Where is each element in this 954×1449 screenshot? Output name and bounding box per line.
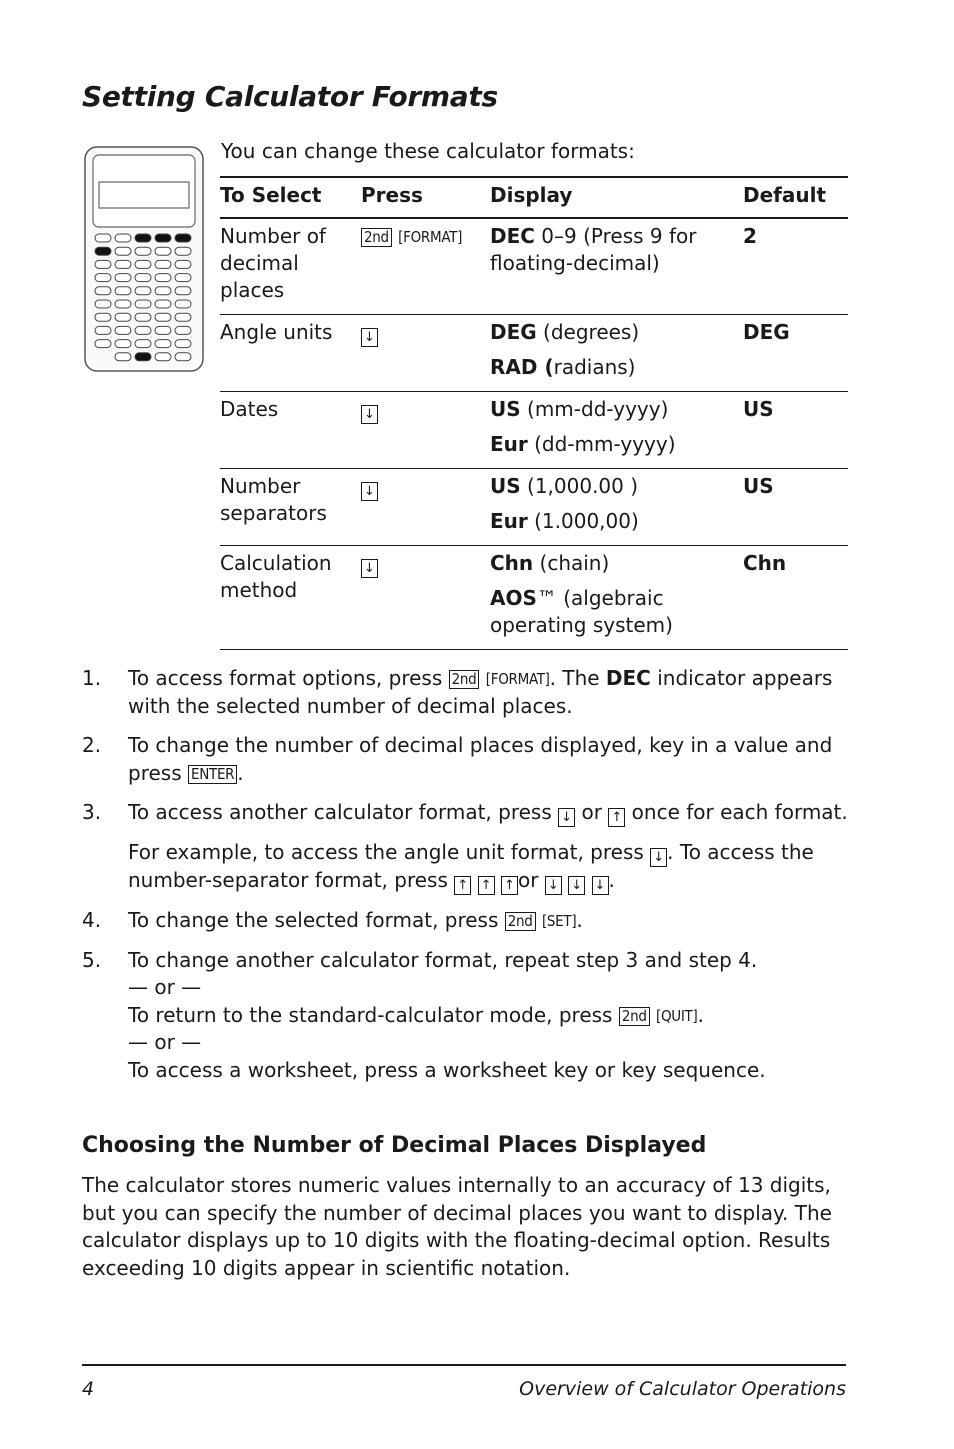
page-title: Setting Calculator Formats [82, 80, 498, 113]
step-number: 5. [82, 947, 102, 972]
header-display: Display [490, 177, 743, 218]
formats-table [220, 176, 848, 650]
display-option: AOS™ (algebraic operating system) [490, 586, 673, 637]
calculator-key [155, 234, 171, 242]
calculator-key [175, 234, 191, 242]
key-2nd: 2nd [619, 1007, 650, 1026]
calculator-key [95, 247, 111, 255]
calculator-key [155, 260, 171, 268]
up-arrow-key-icon: ↑ [454, 876, 471, 895]
key-quit: [QUIT] [656, 1006, 698, 1025]
step-3: 3. To access another calculator format, press ↓ or ↑ once for each format. For example, to access the angle unit format, press ↓ . To access the number-separator format, press ↑ ↑ ↑ or ↓ ↓ ↓ . [82, 800, 848, 893]
calculator-key [115, 340, 131, 348]
step-number: 1. [82, 666, 102, 690]
calculator-key [135, 247, 151, 255]
steps-list [82, 665, 852, 1096]
calculator-key [155, 313, 171, 321]
up-arrow-key-icon: ↑ [608, 808, 625, 827]
calculator-key [95, 300, 111, 308]
body-paragraph: The calculator stores numeric values internally to an accuracy of 13 digits, but you can specify the number of decimal places you want to display. The calculator displays up to 10 digits with the floating-decimal option. Results exceeding 10 digits appear in scientific notation. [82, 1173, 832, 1280]
calculator-key [115, 300, 131, 308]
calculator-key [95, 340, 111, 348]
table-row [220, 469, 848, 546]
cell-press [361, 469, 490, 546]
down-arrow-key-icon: ↓ [361, 328, 378, 347]
key-format: [FORMAT] [485, 670, 550, 688]
calculator-key [135, 274, 151, 282]
key-enter: ENTER [188, 765, 237, 784]
cell-press [361, 546, 490, 650]
calculator-key [135, 287, 151, 295]
page-number: 4 [82, 1378, 95, 1400]
calculator-key [135, 340, 151, 348]
intro-text: You can change these calculator formats: [221, 139, 635, 163]
table-row [220, 315, 848, 392]
or-separator: — or — [128, 975, 202, 999]
cell-display [490, 546, 743, 650]
cell-default: US [743, 469, 848, 546]
step-2: 2. To change the number of decimal places displayed, key in a value and press ENTER . [82, 733, 833, 785]
calculator-key [175, 340, 191, 348]
header-press: Press [361, 177, 490, 218]
calculator-key [95, 234, 111, 242]
calculator-key [115, 260, 131, 268]
calculator-key [175, 260, 191, 268]
down-arrow-key-icon: ↓ [361, 482, 378, 501]
running-footer-title: Overview of Calculator Operations [519, 1378, 846, 1400]
calculator-key [95, 326, 111, 334]
down-arrow-key-icon: ↓ [650, 848, 667, 867]
key-2nd: 2nd [505, 912, 536, 931]
cell-select: Dates [220, 392, 361, 469]
step-number: 2. [82, 733, 102, 757]
cell-display [490, 315, 743, 392]
step-1: 1. To access format options, press 2nd [FORMAT]. The DEC indicator appears with the selected number of decimal places. [82, 666, 833, 718]
calculator-key [175, 300, 191, 308]
down-arrow-key-icon: ↓ [361, 405, 378, 424]
header-default: Default [743, 177, 848, 218]
display-option: DEG (degrees) [490, 320, 640, 344]
down-arrow-key-icon: ↓ [361, 559, 378, 578]
key-2nd: 2nd [449, 670, 480, 689]
down-arrow-key-icon: ↓ [568, 876, 585, 895]
calculator-key [135, 300, 151, 308]
display-option: RAD (radians) [490, 355, 636, 379]
table-row [220, 546, 848, 650]
display-option: US (mm-dd-yyyy) [490, 397, 669, 421]
step-5: 5. To change another calculator format, repeat step 3 and step 4. — or — To return to the standard-calculator mode, press 2nd [QUIT]. — or — To access a worksheet, press a worksheet key or key sequence. [82, 947, 852, 1085]
display-option: Chn (chain) [490, 551, 610, 575]
calculator-key [155, 326, 171, 334]
footer-divider [82, 1364, 846, 1366]
calculator-key [95, 274, 111, 282]
table-row [220, 218, 848, 315]
cell-press [361, 315, 490, 392]
up-arrow-key-icon: ↑ [501, 876, 518, 895]
calculator-key [115, 326, 131, 334]
down-arrow-key-icon: ↓ [558, 808, 575, 827]
step-number: 3. [82, 800, 102, 824]
calculator-key [175, 313, 191, 321]
calculator-key [115, 287, 131, 295]
calculator-key [135, 326, 151, 334]
calculator-key [115, 313, 131, 321]
calculator-key [115, 353, 131, 361]
display-option: Eur (dd-mm-yyyy) [490, 432, 676, 456]
calculator-key [155, 287, 171, 295]
header-to-select: To Select [220, 177, 361, 218]
calculator-key [175, 287, 191, 295]
table-row [220, 392, 848, 469]
calculator-key [175, 353, 191, 361]
cell-default: Chn [743, 546, 848, 650]
cell-select: Angle units [220, 315, 361, 392]
calculator-key [95, 313, 111, 321]
down-arrow-key-icon: ↓ [545, 876, 562, 895]
calculator-key [135, 353, 151, 361]
calculator-key [155, 340, 171, 348]
section-heading: Choosing the Number of Decimal Places Displayed [82, 1133, 707, 1158]
step-number: 4. [82, 908, 102, 932]
calculator-key [175, 326, 191, 334]
calculator-key [155, 274, 171, 282]
calculator-key [155, 353, 171, 361]
cell-select: Number of decimal places [220, 218, 361, 315]
display-option: DEC 0–9 (Press 9 for floating-decimal) [490, 224, 697, 275]
key-set: [SET] [541, 912, 577, 930]
calculator-key [115, 274, 131, 282]
calculator-key [135, 260, 151, 268]
key-format: [FORMAT] [398, 228, 463, 246]
cell-press [361, 392, 490, 469]
calculator-key [95, 287, 111, 295]
calculator-key [115, 234, 131, 242]
calculator-key [115, 247, 131, 255]
calculator-key [155, 300, 171, 308]
calculator-key [175, 247, 191, 255]
cell-select: Calculation method [220, 546, 361, 650]
or-separator: — or — [128, 1030, 202, 1054]
calculator-key [135, 234, 151, 242]
cell-display [490, 392, 743, 469]
display-option: Eur (1.000,00) [490, 509, 639, 533]
cell-display [490, 218, 743, 315]
step-4: 4. To change the selected format, press 2nd [SET]. [82, 907, 852, 935]
calculator-illustration [84, 146, 204, 372]
cell-default: DEG [743, 315, 848, 392]
calculator-key [95, 260, 111, 268]
cell-default: 2 [743, 218, 848, 315]
display-option: US (1,000.00 ) [490, 474, 639, 498]
calculator-key [135, 313, 151, 321]
up-arrow-key-icon: ↑ [478, 876, 495, 895]
down-arrow-key-icon: ↓ [592, 876, 609, 895]
cell-display [490, 469, 743, 546]
cell-press [361, 218, 490, 315]
table-header-row [220, 177, 848, 218]
calculator-key [175, 274, 191, 282]
cell-select: Number separators [220, 469, 361, 546]
cell-default: US [743, 392, 848, 469]
calculator-key [155, 247, 171, 255]
key-2nd: 2nd [361, 228, 392, 247]
